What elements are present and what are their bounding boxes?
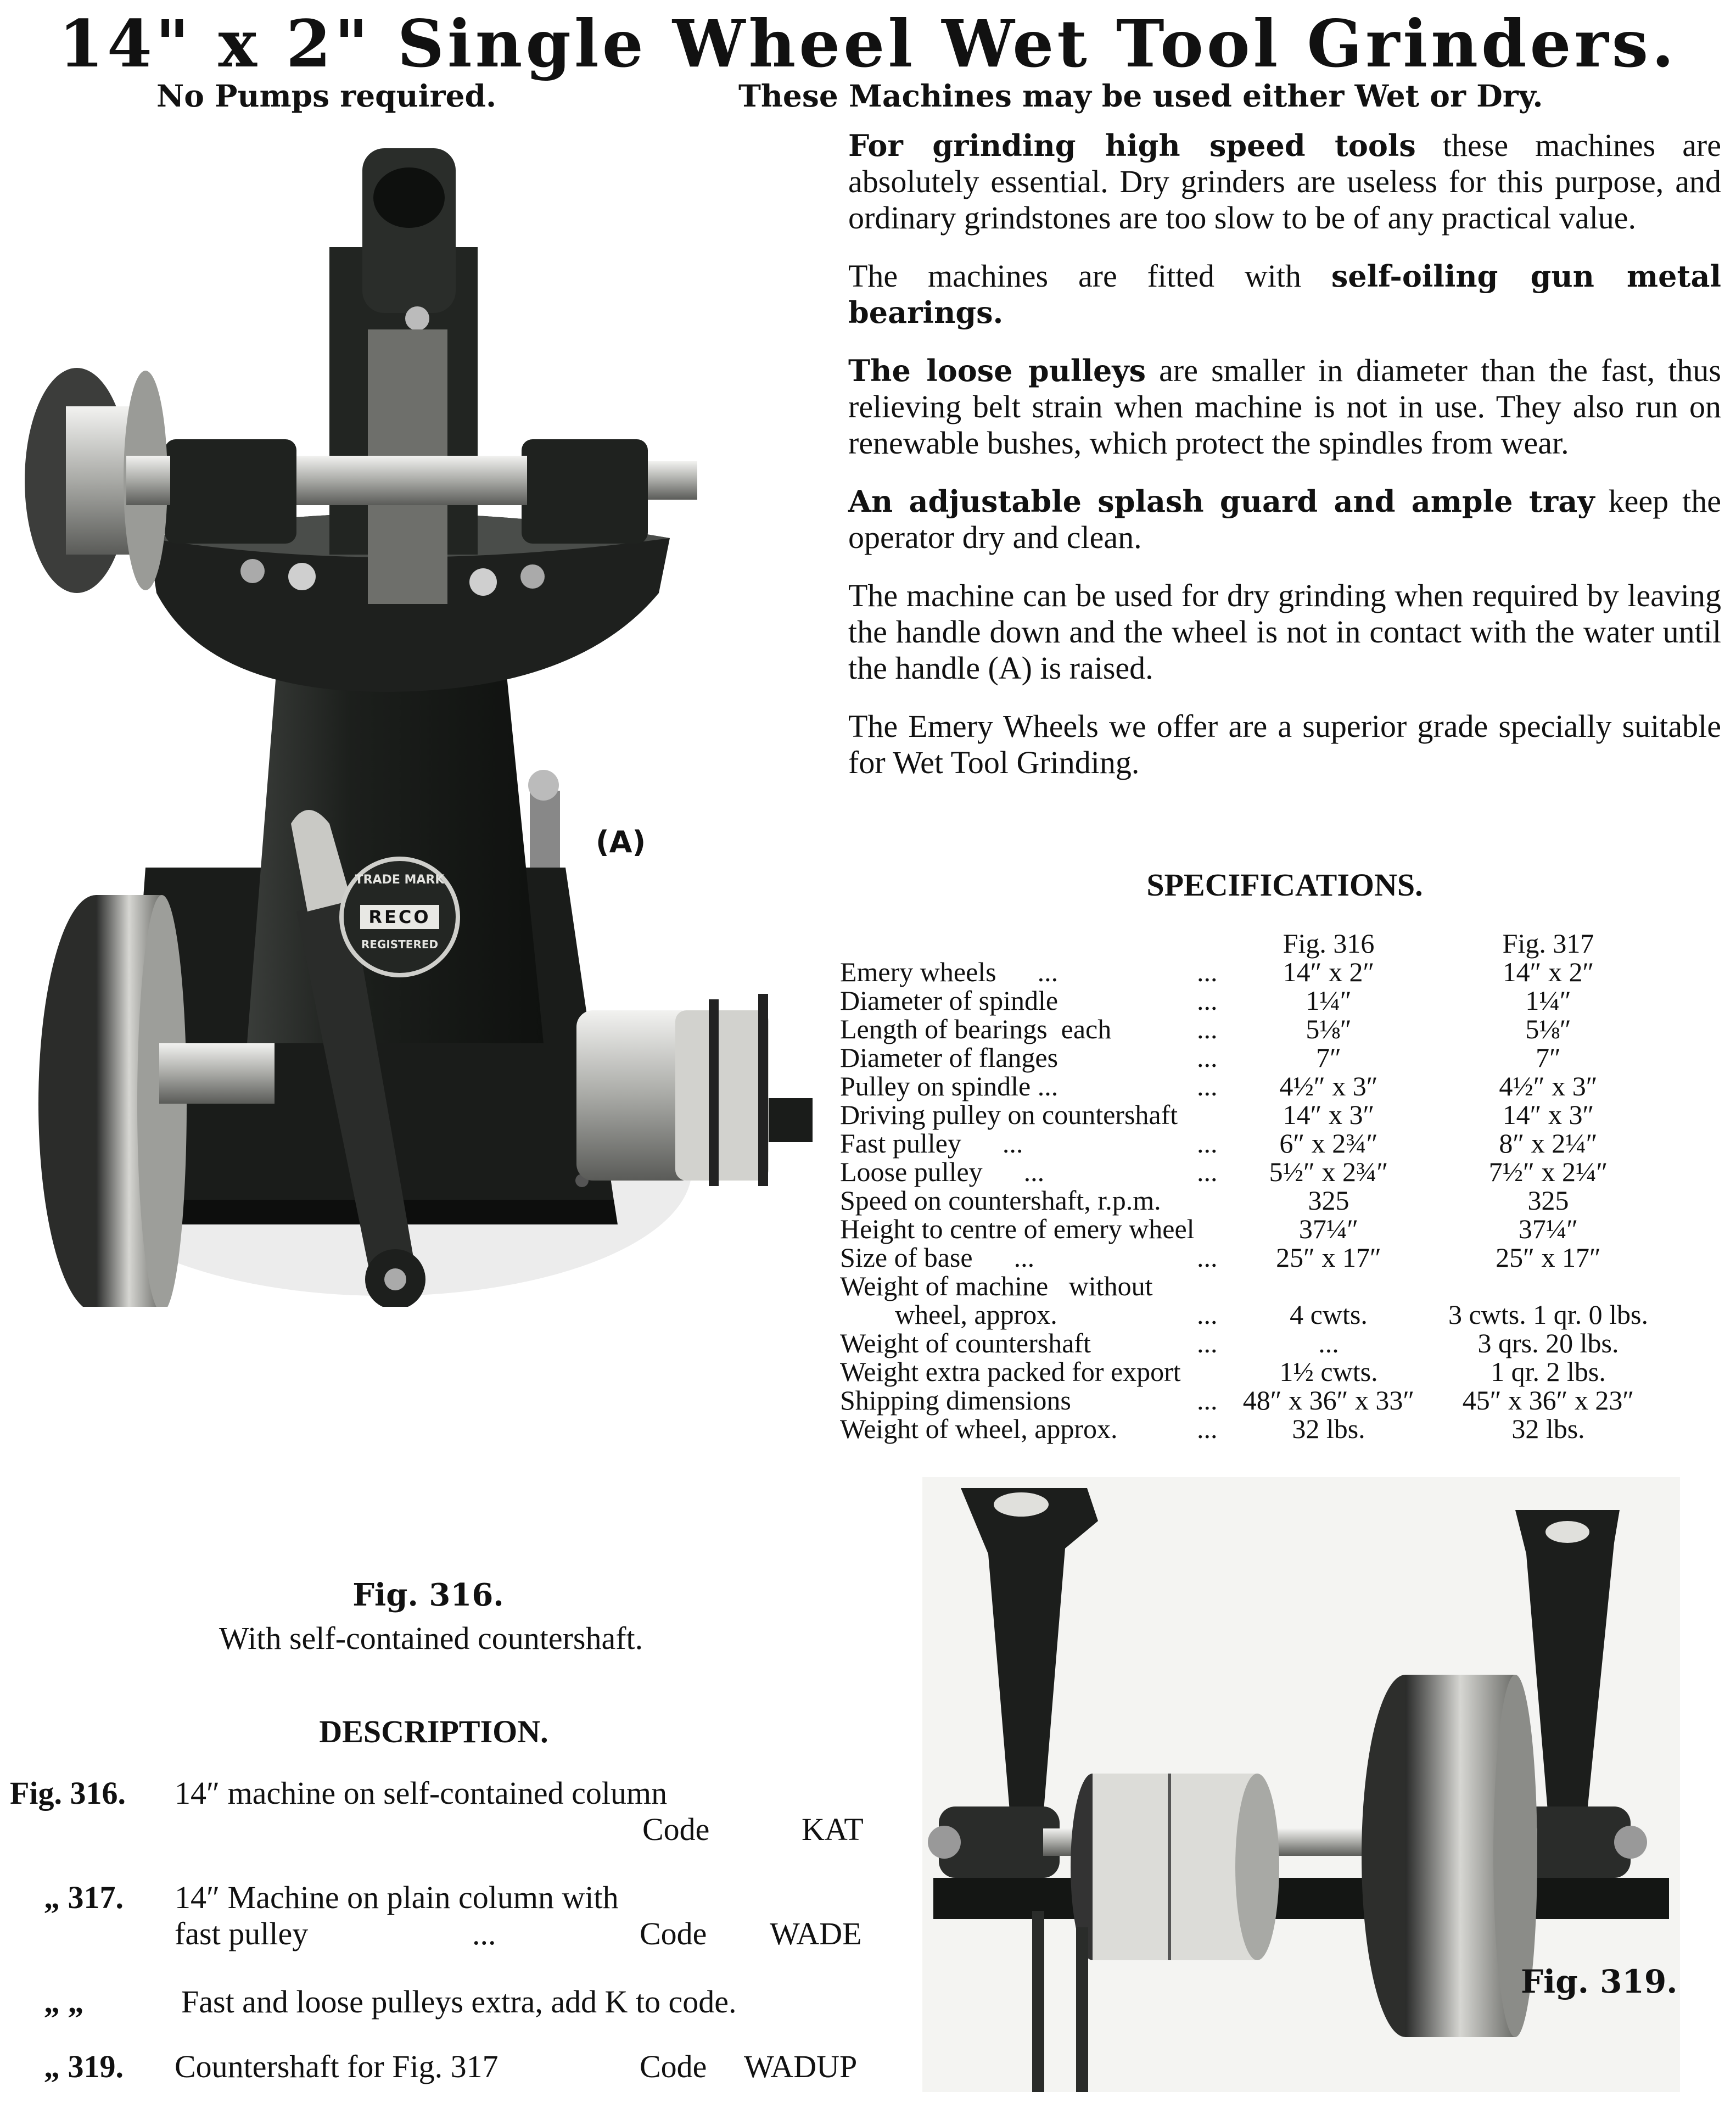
- spec-row: [840, 1300, 1658, 1329]
- spec-dots: ...: [1197, 1128, 1218, 1159]
- spec-label: Pulley on spindle ...: [840, 1071, 1059, 1101]
- fig-316-grinder-illustration: [0, 110, 829, 1307]
- spec-row: [840, 1329, 1658, 1357]
- trademark-center-text: RECO: [360, 905, 439, 929]
- spec-value-fig-316: 6″ x 2¾″: [1279, 1128, 1378, 1159]
- spec-dots: ...: [1197, 1385, 1218, 1416]
- spec-row: [840, 958, 1658, 986]
- subtitle-no-pumps: No Pumps required.: [156, 78, 497, 114]
- spec-value-fig-317: 7″: [1536, 1042, 1561, 1073]
- spec-value-fig-317: 32 lbs.: [1511, 1413, 1585, 1444]
- desc-code-wade: WADE: [770, 1916, 862, 1951]
- trademark-top-text: TRADE MARK: [355, 873, 445, 887]
- paragraph-bold: An adjustable splash guard and ample tray: [848, 484, 1595, 519]
- desc-code-label: Code: [642, 1811, 710, 1847]
- trademark-emblem: [339, 857, 460, 977]
- paragraph-bold: The loose pulleys: [848, 353, 1146, 388]
- spec-value-fig-317: 1 qr. 2 lbs.: [1491, 1356, 1606, 1387]
- spec-value-fig-316: 7″: [1316, 1042, 1341, 1073]
- spec-dots: [1197, 1357, 1219, 1386]
- spec-label: Size of base ...: [840, 1242, 1035, 1273]
- spec-value-fig-317: 7½″ x 2¼″: [1488, 1156, 1608, 1187]
- spec-value-fig-316: 37¼″: [1298, 1213, 1359, 1244]
- table-cell: [1197, 929, 1219, 958]
- spec-value-fig-317: 4½″ x 3″: [1499, 1071, 1598, 1101]
- spec-value-fig-317: 5⅛″: [1525, 1014, 1571, 1044]
- fig-319-label: Fig. 319.: [1521, 1963, 1678, 2000]
- spec-label: Height to centre of emery wheel: [840, 1213, 1195, 1244]
- spec-dots: [1197, 1100, 1219, 1129]
- spec-label: Shipping dimensions: [840, 1385, 1071, 1416]
- desc-line-fig-316: 14″ machine on self-contained column: [175, 1775, 668, 1811]
- spec-value-fig-317: 1¼″: [1525, 985, 1571, 1016]
- description-heading: DESCRIPTION.: [319, 1714, 548, 1749]
- desc-dots: ...: [472, 1916, 496, 1951]
- spec-label: wheel, approx.: [840, 1299, 1057, 1330]
- spec-value-fig-316: 14″ x 3″: [1283, 1099, 1375, 1130]
- table-cell: [840, 929, 1197, 958]
- paragraph-emery-wheels: [848, 708, 1721, 781]
- spec-value-fig-317: 325: [1527, 1185, 1569, 1216]
- paragraph-text: The machines are fitted with: [848, 258, 1331, 294]
- spec-value-fig-316: 4½″ x 3″: [1279, 1071, 1378, 1101]
- desc-line-319: Countershaft for Fig. 317: [175, 2049, 499, 2084]
- spec-value-fig-317: 14″ x 2″: [1502, 957, 1594, 987]
- specifications-table: [840, 929, 1658, 1443]
- spec-dots: [1197, 1272, 1219, 1300]
- spec-value-fig-316: 325: [1308, 1185, 1349, 1216]
- spec-label: Driving pulley on countershaft: [840, 1099, 1178, 1130]
- spec-row: [840, 1129, 1658, 1157]
- fig-316-label: Fig. 316.: [352, 1577, 504, 1613]
- spec-label: Length of bearings each: [840, 1014, 1112, 1044]
- spec-dots: [1197, 1186, 1219, 1215]
- paragraph-dry-grinding: [848, 578, 1721, 686]
- desc-key-fig-316: Fig. 316.: [10, 1775, 126, 1811]
- spec-value-fig-317: 37¼″: [1518, 1213, 1578, 1244]
- spec-value-fig-317: 8″ x 2¼″: [1499, 1128, 1598, 1159]
- column-header-fig-316: Fig. 316: [1283, 928, 1375, 959]
- spec-dots: ...: [1197, 1242, 1218, 1273]
- paragraph-bold: self-oiling gun metal bearings.: [848, 259, 1721, 330]
- desc-line-317-second: fast pulley: [175, 1916, 309, 1951]
- spec-value-fig-316: ...: [1318, 1328, 1339, 1358]
- spec-label: Loose pulley ...: [840, 1156, 1045, 1187]
- spec-label: Weight of countershaft: [840, 1328, 1091, 1358]
- spec-value-fig-316: 32 lbs.: [1292, 1413, 1365, 1444]
- desc-line-317: 14″ Machine on plain column with: [175, 1880, 619, 1915]
- spec-value-fig-316: 1¼″: [1306, 985, 1352, 1016]
- desc-line-fast-loose: Fast and loose pulleys extra, add K to code.: [181, 1984, 737, 2020]
- spec-row: [840, 1186, 1658, 1215]
- paragraph-bearings: [848, 258, 1721, 331]
- paragraph-loose-pulleys: [848, 353, 1721, 461]
- desc-code-label: Code: [640, 2049, 707, 2084]
- spec-value-fig-317: 14″ x 3″: [1502, 1099, 1594, 1130]
- spec-row: [840, 1043, 1658, 1072]
- spec-value-fig-316: 4 cwts.: [1290, 1299, 1368, 1330]
- spec-value-fig-316: 25″ x 17″: [1276, 1242, 1381, 1273]
- spec-dots: ...: [1197, 1042, 1218, 1073]
- spec-label: Fast pulley ...: [840, 1128, 1023, 1159]
- paragraph-text: The Emery Wheels we offer are a superior grade specially suitable for Wet Tool Grinding.: [848, 708, 1721, 780]
- spec-value-fig-316: 1½ cwts.: [1279, 1356, 1378, 1387]
- spec-value-fig-317: 3 cwts. 1 qr. 0 lbs.: [1448, 1299, 1648, 1330]
- spec-row: [840, 1243, 1658, 1272]
- spec-value-fig-316: 5⅛″: [1306, 1014, 1352, 1044]
- spec-label: Weight of machine without: [840, 1271, 1153, 1301]
- desc-code-wadup: WADUP: [744, 2049, 858, 2084]
- spec-row: [840, 1414, 1658, 1443]
- spec-value-fig-316: 48″ x 36″ x 33″: [1242, 1385, 1415, 1416]
- paragraph-text: keep the operator dry and clean.: [848, 483, 1721, 555]
- spec-label: Diameter of flanges: [840, 1042, 1059, 1073]
- spec-row: [840, 1157, 1658, 1186]
- spec-dots: ...: [1197, 1156, 1218, 1187]
- spec-dots: [1197, 1215, 1219, 1243]
- spec-label: Diameter of spindle: [840, 985, 1059, 1016]
- spec-dots: ...: [1197, 1014, 1218, 1044]
- spec-dots: ...: [1197, 1413, 1218, 1444]
- trademark-bottom-text: REGISTERED: [361, 938, 439, 951]
- specifications-heading: SPECIFICATIONS.: [1146, 867, 1423, 903]
- feature-paragraphs: [848, 127, 1721, 803]
- spec-value-fig-317: [1438, 1272, 1658, 1300]
- table-header-row: [840, 929, 1658, 958]
- paragraph-high-speed: [848, 127, 1721, 236]
- spec-row: [840, 1386, 1658, 1414]
- paragraph-text: are smaller in diameter than the fast, thus relieving belt strain when machine is not in use. They also run on renewable bushes, which protect the spindles from wear.: [848, 353, 1721, 461]
- spec-row: [840, 1272, 1658, 1300]
- paragraph-splash-guard: [848, 483, 1721, 556]
- spec-row: [840, 1357, 1658, 1386]
- spec-dots: ...: [1197, 1328, 1218, 1358]
- spec-value-fig-317: 45″ x 36″ x 23″: [1462, 1385, 1634, 1416]
- spec-value-fig-317: 3 qrs. 20 lbs.: [1477, 1328, 1619, 1358]
- spec-label: Weight of wheel, approx.: [840, 1413, 1118, 1444]
- spec-dots: ...: [1197, 1071, 1218, 1101]
- spec-row: [840, 1072, 1658, 1100]
- subtitle-wet-or-dry: These Machines may be used either Wet or Dry.: [738, 78, 1543, 114]
- spec-label: Speed on countershaft, r.p.m.: [840, 1185, 1161, 1216]
- spec-value-fig-316: 5½″ x 2¾″: [1269, 1156, 1388, 1187]
- handle-label-a: (A): [596, 825, 646, 859]
- spec-dots: ...: [1197, 957, 1218, 987]
- paragraph-text: these machines are absolutely essential. Dry grinders are useless for this purpose, and ordinary grindstones are too slow to be of any practical value.: [848, 127, 1721, 236]
- desc-key-319: „ 319.: [44, 2049, 124, 2084]
- spec-value-fig-316: [1219, 1272, 1438, 1300]
- spec-row: [840, 1015, 1658, 1043]
- spec-dots: ...: [1197, 985, 1218, 1016]
- desc-key-ditto: „ „: [44, 1984, 84, 2020]
- fig-316-caption: With self-contained countershaft.: [219, 1620, 643, 1656]
- spec-label: Emery wheels ...: [840, 957, 1059, 987]
- spec-row: [840, 986, 1658, 1015]
- spec-row: [840, 1100, 1658, 1129]
- spec-value-fig-316: 14″ x 2″: [1283, 957, 1375, 987]
- desc-code-kat: KAT: [802, 1811, 864, 1847]
- spec-row: [840, 1215, 1658, 1243]
- paragraph-bold: For grinding high speed tools: [848, 128, 1416, 163]
- desc-key-317: „ 317.: [44, 1880, 124, 1915]
- page-title: 14" x 2" Single Wheel Wet Tool Grinders.: [58, 5, 1678, 82]
- paragraph-text: The machine can be used for dry grinding when required by leaving the handle down and the wheel is not in contact with the water until the handle (A) is raised.: [848, 578, 1721, 686]
- spec-label: Weight extra packed for export: [840, 1356, 1181, 1387]
- spec-dots: ...: [1197, 1299, 1218, 1330]
- column-header-fig-317: Fig. 317: [1502, 928, 1594, 959]
- desc-code-label: Code: [640, 1916, 707, 1951]
- spec-value-fig-317: 25″ x 17″: [1496, 1242, 1601, 1273]
